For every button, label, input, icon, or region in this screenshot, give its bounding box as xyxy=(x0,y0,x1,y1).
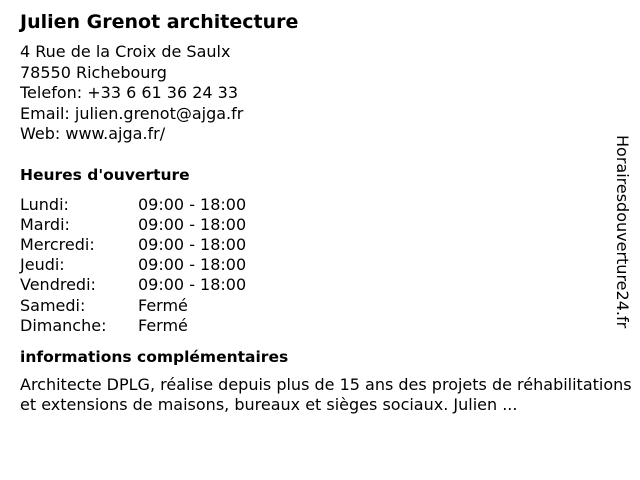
hours-time: 09:00 - 18:00 xyxy=(138,255,247,275)
hours-day: Samedi: xyxy=(20,295,86,315)
hours-heading: Heures d'ouverture xyxy=(20,165,190,184)
info-description: Architecte DPLG, réalise depuis plus de 15 ans des projets de réhabilitations et extensions de maisons, bureaux et sièges sociaux. Julien ... xyxy=(20,374,632,415)
web-line: Web: www.ajga.fr/ xyxy=(20,124,166,143)
hours-day: Dimanche: xyxy=(20,315,107,335)
street-address: 4 Rue de la Croix de Saulx xyxy=(20,42,231,61)
hours-time: 09:00 - 18:00 xyxy=(138,234,247,254)
hours-day: Mercredi: xyxy=(20,234,95,254)
hours-table xyxy=(20,195,620,336)
hours-row-mardi xyxy=(20,215,620,235)
info-heading: informations complémentaires xyxy=(20,347,289,366)
hours-row-dimanche xyxy=(20,316,620,336)
hours-row-samedi xyxy=(20,296,620,316)
hours-day: Jeudi: xyxy=(20,255,65,275)
hours-row-mercredi xyxy=(20,235,620,255)
hours-time: 09:00 - 18:00 xyxy=(138,275,247,295)
hours-time: Fermé xyxy=(138,315,188,335)
hours-row-jeudi xyxy=(20,255,620,275)
hours-time: Fermé xyxy=(138,295,188,315)
hours-day: Vendredi: xyxy=(20,275,96,295)
phone-line: Telefon: +33 6 61 36 24 33 xyxy=(20,83,239,102)
hours-time: 09:00 - 18:00 xyxy=(138,194,247,214)
address-block xyxy=(20,42,620,145)
hours-row-vendredi xyxy=(20,275,620,295)
postal-city: 78550 Richebourg xyxy=(20,62,167,82)
business-name: Julien Grenot architecture xyxy=(20,11,299,33)
hours-day: Lundi: xyxy=(20,194,69,214)
site-watermark: Horairesdouverture24.fr xyxy=(613,135,632,329)
hours-row-lundi xyxy=(20,195,620,215)
hours-time: 09:00 - 18:00 xyxy=(138,214,247,234)
email-line: Email: julien.grenot@ajga.fr xyxy=(20,103,244,123)
hours-day: Mardi: xyxy=(20,214,70,234)
